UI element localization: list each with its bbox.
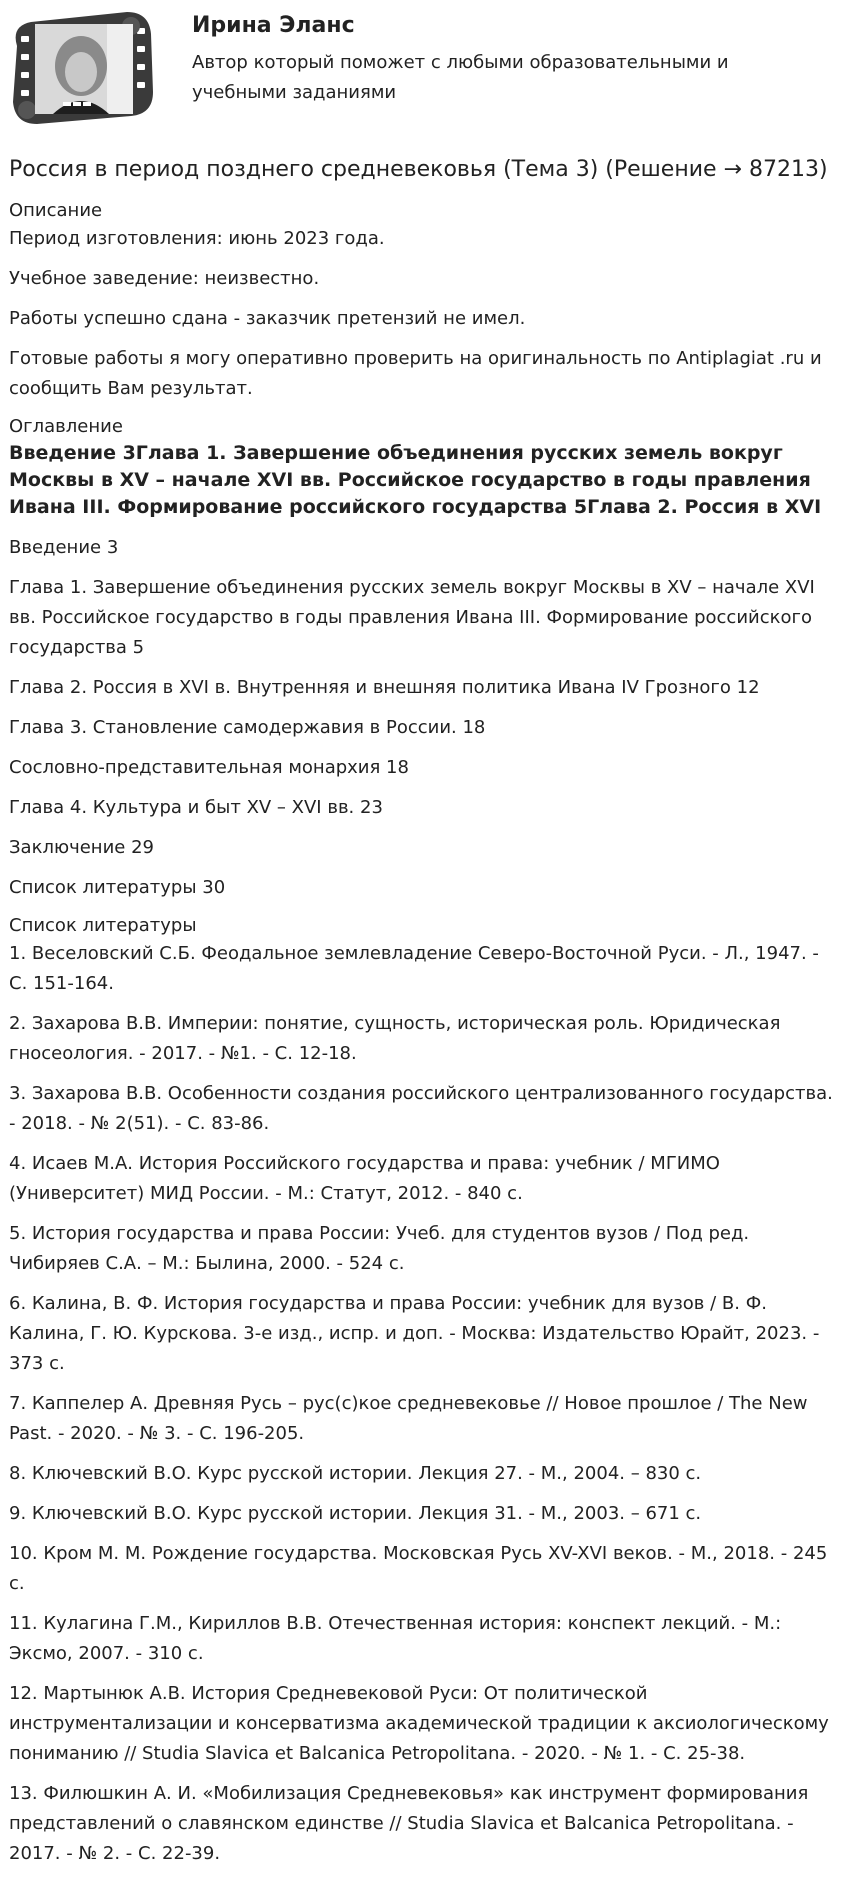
author-description: Автор который поможет с любыми образовательными и учебными заданиями (192, 52, 729, 103)
reference-item: 2. Захарова В.В. Империи: понятие, сущность, историческая роль. Юридическая гносеология. - 2017. - №1. - С. 12-18. (9, 1013, 781, 1064)
avatar-image (7, 6, 157, 128)
toc-item: Заключение 29 (9, 837, 154, 858)
reference-item: 1. Веселовский С.Б. Феодальное землевладение Северо-Восточной Руси. - Л., 1947. - С. 151-164. (9, 943, 819, 994)
avatar[interactable] (7, 6, 157, 128)
toc-item: Введение 3 (9, 537, 119, 558)
description-paragraph: Готовые работы я могу оперативно проверить на оригинальность по Antiplagiat .ru и сообщить Вам результат. (9, 348, 822, 399)
description-section (9, 198, 838, 404)
reference-item: 10. Кром М. М. Рождение государства. Московская Русь XV-XVI веков. - М., 2018. - 245 с. (9, 1543, 828, 1594)
toc-item: Глава 4. Культура и быт XV – XVI вв. 23 (9, 797, 383, 818)
author-info (192, 6, 812, 108)
reference-item: 8. Ключевский В.О. Курс русской истории. Лекция 27. - М., 2004. – 830 с. (9, 1463, 702, 1484)
reference-item: 4. Исаев М.А. История Российского государства и права: учебник / МГИМО (Университет) МИД России. - М.: Статут, 2012. - 840 с. (9, 1153, 720, 1204)
description-label: Описание (9, 200, 103, 221)
toc-item: Список литературы 30 (9, 877, 226, 898)
reference-item: 11. Кулагина Г.М., Кириллов В.В. Отечественная история: конспект лекций. - М.: Эксмо, 2007. - 310 с. (9, 1613, 782, 1664)
page-title: Россия в период позднего средневековья (Тема 3) (Решение → 87213) (9, 157, 828, 182)
toc-item: Глава 2. Россия в XVI в. Внутренняя и внешняя политика Ивана IV Грозного 12 (9, 677, 760, 698)
description-paragraph: Период изготовления: июнь 2023 года. (9, 228, 385, 249)
references-section (9, 913, 838, 1869)
toc-item: Глава 3. Становление самодержавия в России. 18 (9, 717, 486, 738)
reference-item: 6. Калина, В. Ф. История государства и права России: учебник для вузов / В. Ф. Калина, Г. Ю. Курскова. 3-е изд., испр. и доп. - Москва: Издательство Юрайт, 2023. - 373 с. (9, 1293, 820, 1374)
toc-item: Глава 1. Завершение объединения русских земель вокруг Москвы в XV – начале XVI вв. Российское государство в годы правления Ивана III. Формирование российского государства 5 (9, 577, 815, 658)
reference-item: 13. Филюшкин А. И. «Мобилизация Средневековья» как инструмент формирования представлений о славянском единстве // Studia Slavica et Balcanica Petropolitana. - 2017. - № 2. - С. 22-39. (9, 1783, 809, 1864)
reference-item: 7. Каппелер А. Древняя Русь – рус(с)кое средневековье // Новое прошлое / The New Past. - 2020. - № 3. - С. 196-205. (9, 1393, 808, 1444)
description-paragraph: Работы успешно сдана - заказчик претензий не имел. (9, 308, 526, 329)
toc-item: Сословно-представительная монархия 18 (9, 757, 409, 778)
author-name[interactable]: Ирина Эланс (192, 13, 355, 38)
description-paragraph: Учебное заведение: неизвестно. (9, 268, 320, 289)
author-block (9, 0, 838, 134)
reference-item: 9. Ключевский В.О. Курс русской истории. Лекция 31. - М., 2003. – 671 с. (9, 1503, 702, 1524)
reference-item: 12. Мартынюк А.В. История Средневековой Руси: От политической инструментализации и консерватизма академической традиции к аксиологическому пониманию // Studia Slavica et Balcanica Petropolitana. - 2020. - № 1. - С. 25-38. (9, 1683, 829, 1764)
toc-bold-summary: Введение 3Глава 1. Завершение объединения русских земель вокруг Москвы в XV – начале XVI вв. Российское государство в годы правления Ивана III. Формирование российского государства 5Глава 2. Россия в XVI (9, 442, 822, 518)
toc-label: Оглавление (9, 416, 123, 437)
references-label: Список литературы (9, 915, 197, 936)
toc-section (9, 414, 838, 903)
reference-item: 3. Захарова В.В. Особенности создания российского централизованного государства. - 2018. - № 2(51). - С. 83-86. (9, 1083, 833, 1134)
reference-item: 5. История государства и права России: Учеб. для студентов вузов / Под ред. Чибиряев С.А. – М.: Былина, 2000. - 524 с. (9, 1223, 750, 1274)
